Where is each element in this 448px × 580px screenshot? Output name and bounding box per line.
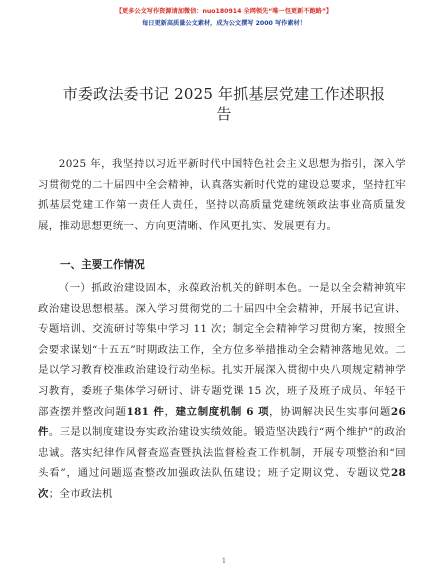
- paragraph-text: ；全市政法机: [48, 487, 113, 500]
- page-number: 1: [221, 557, 227, 565]
- work-paragraph: [38, 278, 406, 505]
- paragraph-text: 。三是以制度建设夯实政治建设实绩效能。锻造坚决践行“两个维护”的政治忠诚。落实纪律作风督查巡查暨执法监督检查工作机制，开展专项整治和“回头看”，通过问题巡查整改加强政法队伍建设；班子定期议党、专题议党: [38, 426, 406, 480]
- promo-banner-red: 【更多公文写作资源请加微信：nuo180914 全网领先“唯一包更新不跑路”】: [115, 8, 333, 15]
- issues-count: 181 件: [126, 405, 165, 418]
- systems-count: 建立制度机制 6 项: [175, 405, 270, 418]
- section-heading: 一、主要工作情况: [60, 259, 145, 271]
- document-title: 市委政法委书记 2025 年抓基层党建工作述职报告: [62, 85, 386, 123]
- matters-count: 26 件: [38, 405, 406, 439]
- promo-banner-blue: 每日更新高质量公文素材，成为公文撰写 2000 写作素材！: [142, 20, 306, 27]
- paragraph-text: （一）抓政治建设固本，永葆政治机关的鲜明本色。一是以全会精神筑牢政治建设思想根基。深入学习贯彻党的二十届四中全会精神，开展书记宣讲、专题培训、交流研讨等集中学习 11 次；制定全会精神学习贯彻方案，按照全会要求谋划“十五五”时期政法工作，全方位多举措推动全会精神落地见效。二是以学习教育校准政治建设行动坐标。扎实开展深入贯彻中央八项规定精神学习教育，委班子集体学习研讨、讲专题党课 15 次，班子及班子成员、年轻干部查摆并整改问题: [38, 282, 406, 418]
- intro-paragraph: 2025 年，我坚持以习近平新时代中国特色社会主义思想为指引，深入学习贯彻党的二十届四中全会精神，认真落实新时代党的建设总要求，坚持扛牢抓基层党建工作第一责任人责任，坚持以高质量党建统领政法事业高质量发展，推动思想更统一、方向更清晰、作风更扎实、发展更有力。: [38, 158, 406, 232]
- paragraph-text: ，协调解决民生实事问题: [269, 405, 391, 418]
- paragraph-text: ，: [164, 405, 176, 418]
- sessions-count: 28 次: [38, 467, 406, 500]
